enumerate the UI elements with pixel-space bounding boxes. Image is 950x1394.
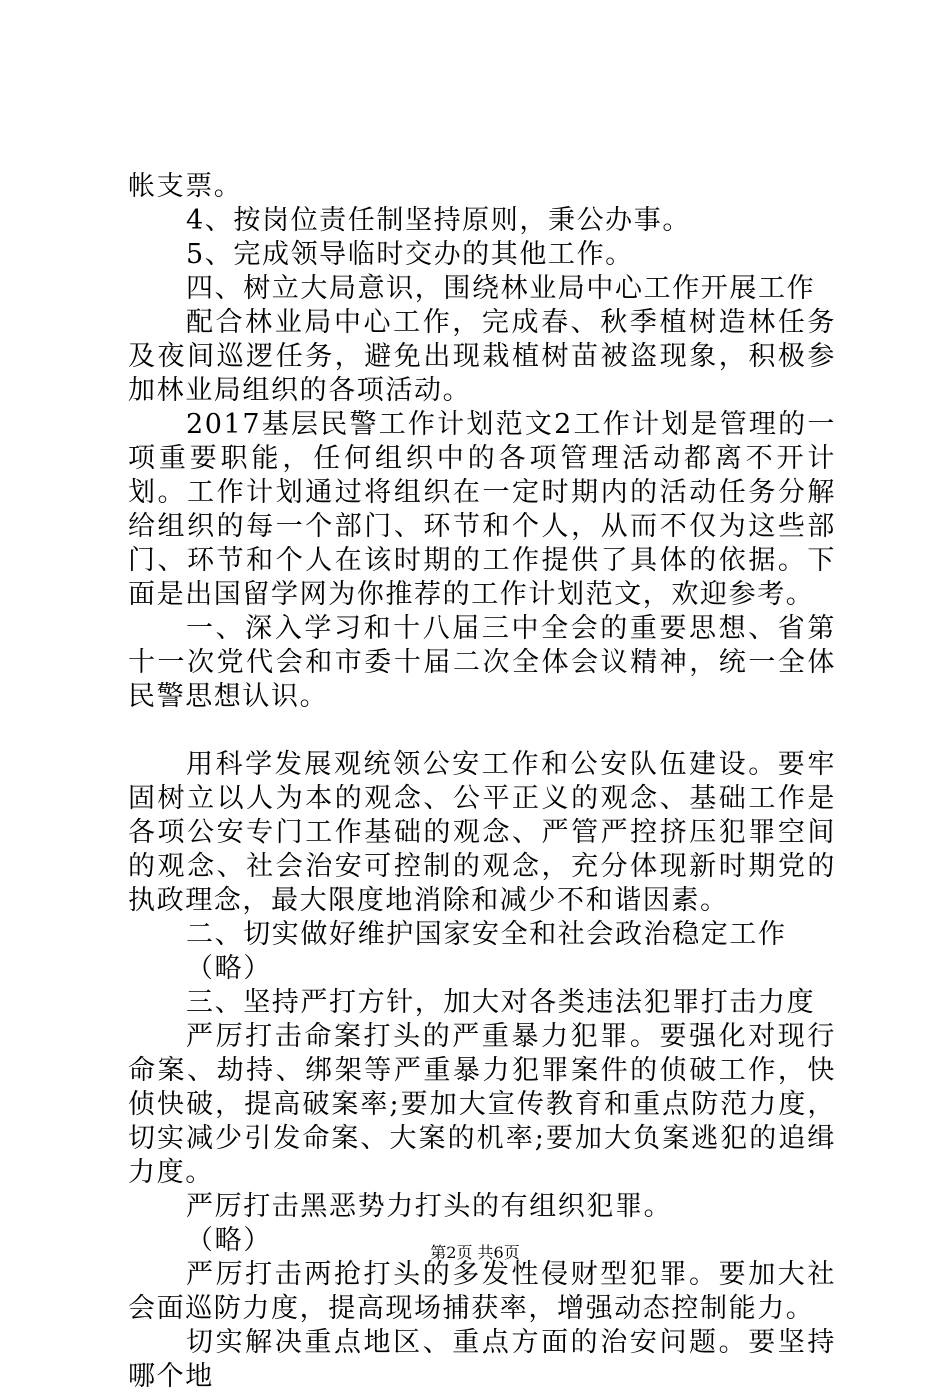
section-heading: 二、切实做好维护国家安全和社会政治稳定工作 — [186, 919, 787, 950]
paragraph: 2017基层民警工作计划范文2工作计划是管理的一项重要职能，任何组织中的各项管理活动都离不开计划。工作计划通过将组织在一定时期内的活动任务分解给组织的每一个部门、环节和个人，从而不仅为这些部门、环节和个人在该时期的工作提供了具体的依据。下面是出国留学网为你推荐的工作计划范文，欢迎参考。 — [128, 409, 836, 610]
paragraph: （略） — [186, 953, 272, 984]
paragraph: 5、完成领导临时交办的其他工作。 — [186, 239, 634, 270]
paragraph: 配合林业局中心工作，完成春、秋季植树造林任务及夜间巡逻任务，避免出现栽植树苗被盗现象，积极参加林业局组织的各项活动。 — [128, 307, 836, 406]
page-number-footer: 第2页 共6页 — [430, 1243, 520, 1262]
paragraph: 严厉打击命案打头的严重暴力犯罪。要强化对现行命案、劫持、绑架等严重暴力犯罪案件的侦破工作，快侦快破，提高破案率;要加大宣传教育和重点防范力度，切实减少引发命案、大案的机率;要加大负案逃犯的追缉力度。 — [128, 1021, 836, 1188]
paragraph: 严厉打击黑恶势力打头的有组织犯罪。 — [186, 1191, 673, 1222]
section-heading: 一、深入学习和十八届三中全会的重要思想、省第十一次党代会和市委十届二次全体会议精神，统一全体民警思想认识。 — [128, 613, 836, 712]
paragraph: 严厉打击两抢打头的多发性侵财型犯罪。要加大社会面巡防力度，提高现场捕获率，增强动态控制能力。 — [128, 1259, 836, 1324]
section-heading: 三、坚持严打方针，加大对各类违法犯罪打击力度 — [186, 987, 816, 1018]
paragraph: 切实解决重点地区、重点方面的治安问题。要坚持哪个地 — [128, 1327, 836, 1392]
paragraph: 用科学发展观统领公安工作和公安队伍建设。要牢固树立以人为本的观念、公平正义的观念、基础工作是各项公安专门工作基础的观念、严管严控挤压犯罪空间的观念、社会治安可控制的观念，充分体现新时期党的执政理念，最大限度地消除和减少不和谐因素。 — [128, 749, 836, 916]
paragraph: （略） — [186, 1225, 272, 1256]
section-heading: 四、树立大局意识，围绕林业局中心工作开展工作 — [186, 273, 816, 304]
paragraph: 4、按岗位责任制坚持原则，秉公办事。 — [186, 205, 691, 236]
paragraph: 帐支票。 — [128, 171, 243, 202]
document-body — [128, 170, 836, 1394]
